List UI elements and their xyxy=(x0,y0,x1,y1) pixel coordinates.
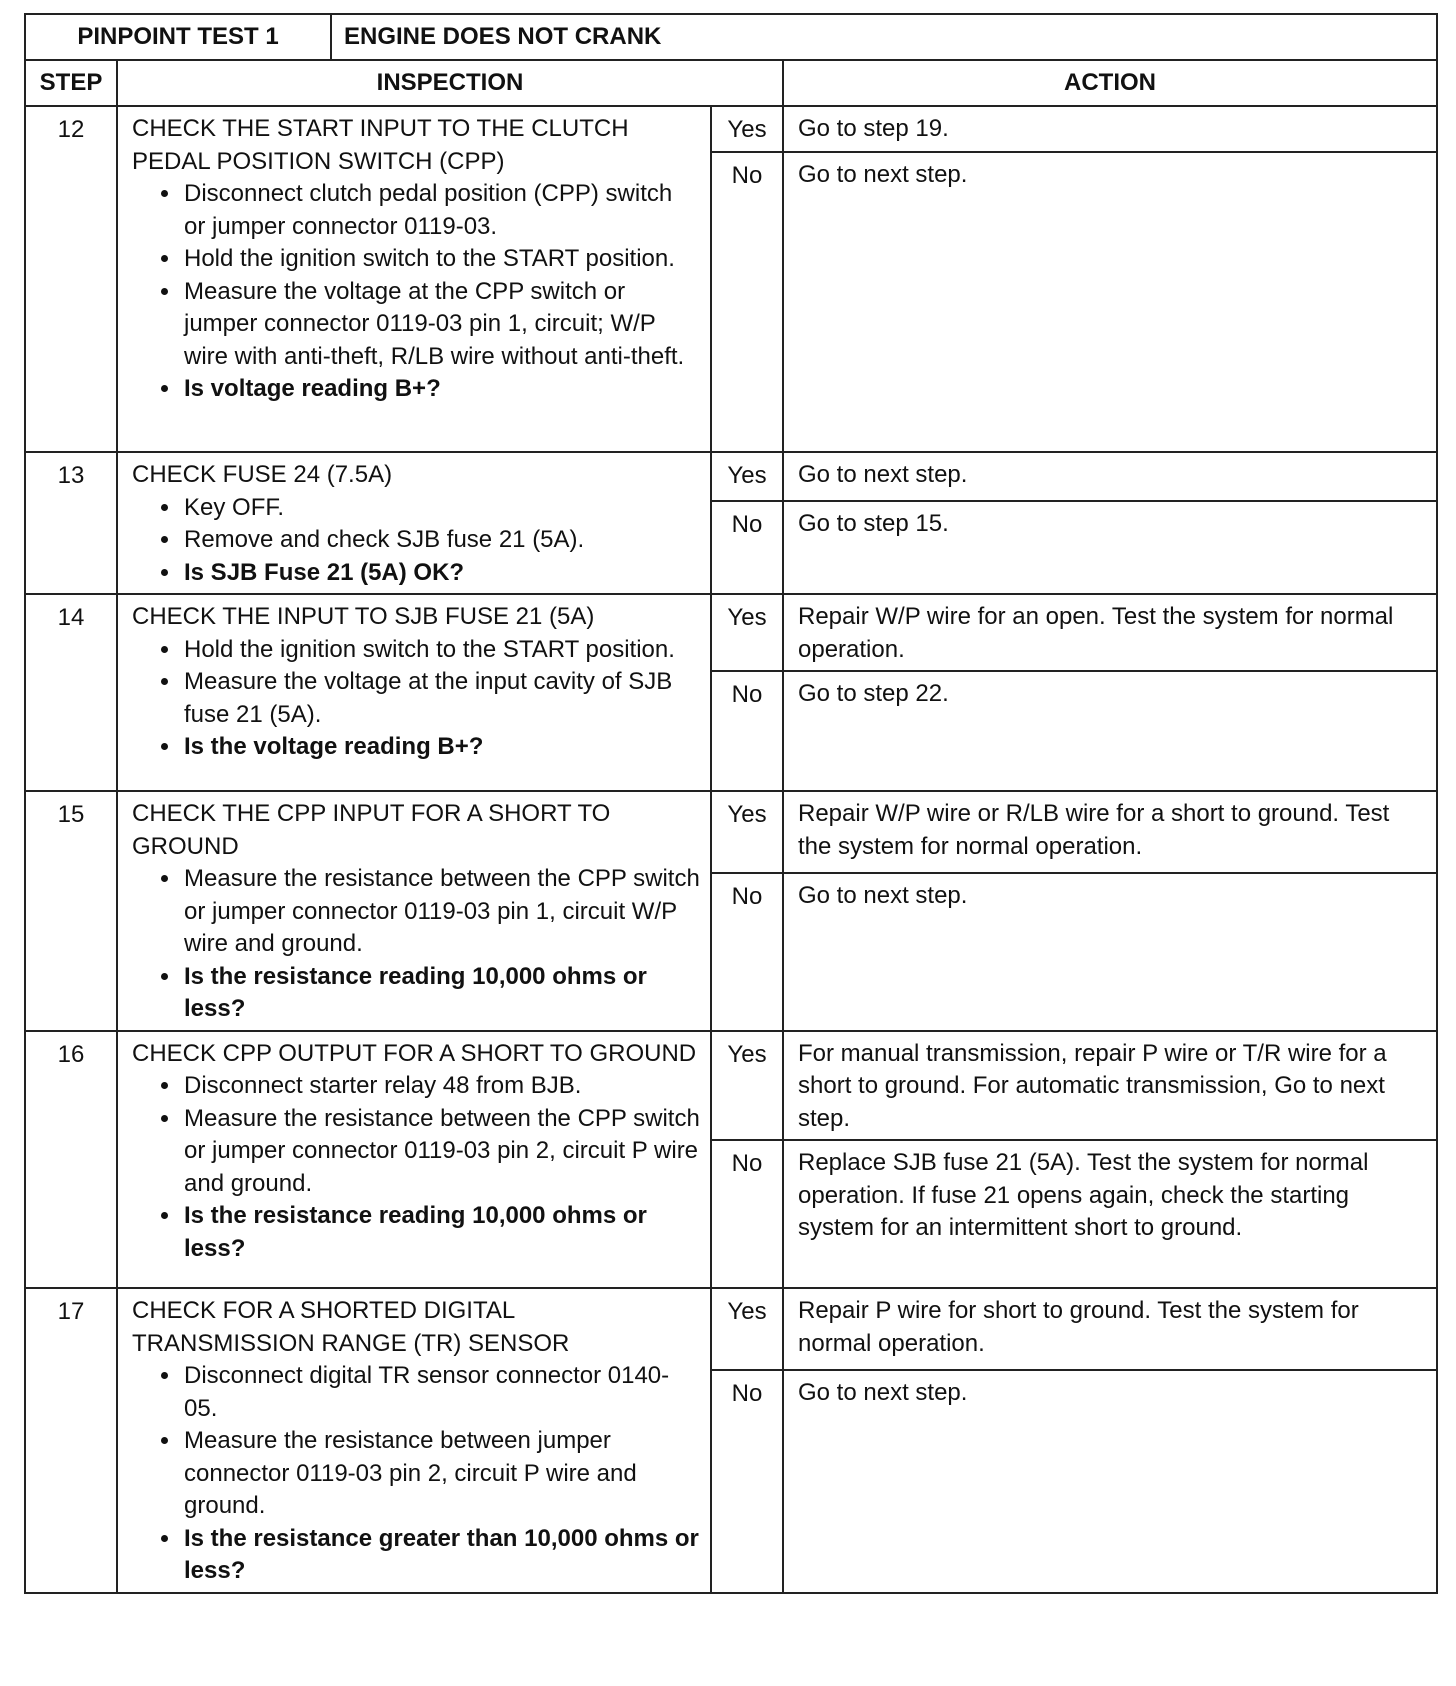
step-row xyxy=(25,594,1437,671)
step-number: 13 xyxy=(25,452,117,594)
no-label: No xyxy=(711,671,783,791)
action-column-header: ACTION xyxy=(783,60,1437,106)
yes-label: Yes xyxy=(711,1031,783,1141)
step-number: 14 xyxy=(25,594,117,791)
procedure-list xyxy=(132,1070,700,1265)
step-row xyxy=(25,452,1437,501)
no-action: Go to next step. xyxy=(783,873,1437,1031)
test-name: ENGINE DOES NOT CRANK xyxy=(331,14,1437,60)
yes-action: Go to step 19. xyxy=(783,106,1437,152)
procedure-list xyxy=(132,863,700,1026)
title-row xyxy=(25,14,1437,60)
yes-label: Yes xyxy=(711,452,783,501)
yes-label: Yes xyxy=(711,1288,783,1370)
yes-label: Yes xyxy=(711,106,783,152)
procedure-step: • Measure the resistance between the CPP switch or jumper connector 0119-03 pin 2, circuit P wire and ground. xyxy=(182,1103,700,1201)
check-heading: CHECK THE CPP INPUT FOR A SHORT TO GROUND xyxy=(132,800,611,860)
check-heading: CHECK FOR A SHORTED DIGITAL TRANSMISSION RANGE (TR) SENSOR xyxy=(132,1297,570,1357)
procedure-list xyxy=(132,634,700,764)
check-heading: CHECK THE INPUT TO SJB FUSE 21 (5A) xyxy=(132,603,595,630)
yes-action: Go to next step. xyxy=(783,452,1437,501)
no-label: No xyxy=(711,1140,783,1288)
step-number: 15 xyxy=(25,791,117,1031)
yes-action: Repair P wire for short to ground. Test the system for normal operation. xyxy=(783,1288,1437,1370)
no-label: No xyxy=(711,152,783,452)
inspection-cell xyxy=(117,106,711,452)
procedure-step: • Measure the resistance between jumper connector 0119-03 pin 2, circuit P wire and ground. xyxy=(182,1425,700,1523)
step-row xyxy=(25,1288,1437,1370)
no-action: Go to next step. xyxy=(783,1370,1437,1593)
procedure-step: • Remove and check SJB fuse 21 (5A). xyxy=(182,524,700,557)
procedure-step: • Measure the resistance between the CPP switch or jumper connector 0119-03 pin 1, circuit W/P wire and ground. xyxy=(182,863,700,961)
procedure-step: • Measure the voltage at the input cavity of SJB fuse 21 (5A). xyxy=(182,666,700,731)
no-label: No xyxy=(711,1370,783,1593)
pinpoint-test-sheet xyxy=(24,13,1436,1594)
no-action: Go to next step. xyxy=(783,152,1437,452)
inspection-question: • Is SJB Fuse 21 (5A) OK? xyxy=(182,557,700,590)
check-heading: CHECK THE START INPUT TO THE CLUTCH PEDAL POSITION SWITCH (CPP) xyxy=(132,115,629,175)
test-number: PINPOINT TEST 1 xyxy=(25,14,331,60)
step-number: 12 xyxy=(25,106,117,452)
inspection-question: • Is the resistance reading 10,000 ohms or less? xyxy=(182,961,700,1026)
check-heading: CHECK CPP OUTPUT FOR A SHORT TO GROUND xyxy=(132,1039,697,1067)
yes-action: For manual transmission, repair P wire or T/R wire for a short to ground. For automatic transmission, Go to next step. xyxy=(783,1031,1437,1141)
step-number: 16 xyxy=(25,1031,117,1289)
inspection-question: • Is voltage reading B+? xyxy=(182,373,700,406)
yes-action: Repair W/P wire for an open. Test the system for normal operation. xyxy=(783,594,1437,671)
yes-label: Yes xyxy=(711,594,783,671)
procedure-step: • Hold the ignition switch to the START position. xyxy=(182,243,700,276)
diagnostic-table xyxy=(24,13,1438,1594)
inspection-cell xyxy=(117,1031,711,1289)
procedure-step: • Hold the ignition switch to the START position. xyxy=(182,634,700,667)
step-column-header: STEP xyxy=(25,60,117,106)
inspection-cell xyxy=(117,452,711,594)
yes-action: Repair W/P wire or R/LB wire for a short to ground. Test the system for normal operation. xyxy=(783,791,1437,873)
procedure-step: • Disconnect starter relay 48 from BJB. xyxy=(182,1070,700,1103)
inspection-cell xyxy=(117,594,711,791)
header-row xyxy=(25,60,1437,106)
no-label: No xyxy=(711,501,783,594)
procedure-step: • Disconnect digital TR sensor connector 0140-05. xyxy=(182,1360,700,1425)
yes-label: Yes xyxy=(711,791,783,873)
step-row xyxy=(25,1031,1437,1141)
procedure-step: • Key OFF. xyxy=(182,492,700,525)
no-action: Replace SJB fuse 21 (5A). Test the system for normal operation. If fuse 21 opens again, check the starting system for an intermittent short to ground. xyxy=(783,1140,1437,1288)
procedure-list xyxy=(132,1360,700,1588)
procedure-list xyxy=(132,178,700,406)
procedure-list xyxy=(132,492,700,590)
step-number: 17 xyxy=(25,1288,117,1593)
check-heading: CHECK FUSE 24 (7.5A) xyxy=(132,461,393,488)
inspection-question: • Is the voltage reading B+? xyxy=(182,731,700,764)
inspection-column-header: INSPECTION xyxy=(117,60,783,106)
procedure-step: • Disconnect clutch pedal position (CPP) switch or jumper connector 0119-03. xyxy=(182,178,700,243)
step-row xyxy=(25,106,1437,152)
inspection-question: • Is the resistance reading 10,000 ohms or less? xyxy=(182,1200,700,1265)
inspection-cell xyxy=(117,791,711,1031)
no-label: No xyxy=(711,873,783,1031)
inspection-cell xyxy=(117,1288,711,1593)
step-row xyxy=(25,791,1437,873)
procedure-step: • Measure the voltage at the CPP switch or jumper connector 0119-03 pin 1, circuit; W/P wire with anti-theft, R/LB wire without anti-theft. xyxy=(182,276,700,374)
inspection-question: • Is the resistance greater than 10,000 ohms or less? xyxy=(182,1523,700,1588)
no-action: Go to step 22. xyxy=(783,671,1437,791)
no-action: Go to step 15. xyxy=(783,501,1437,594)
